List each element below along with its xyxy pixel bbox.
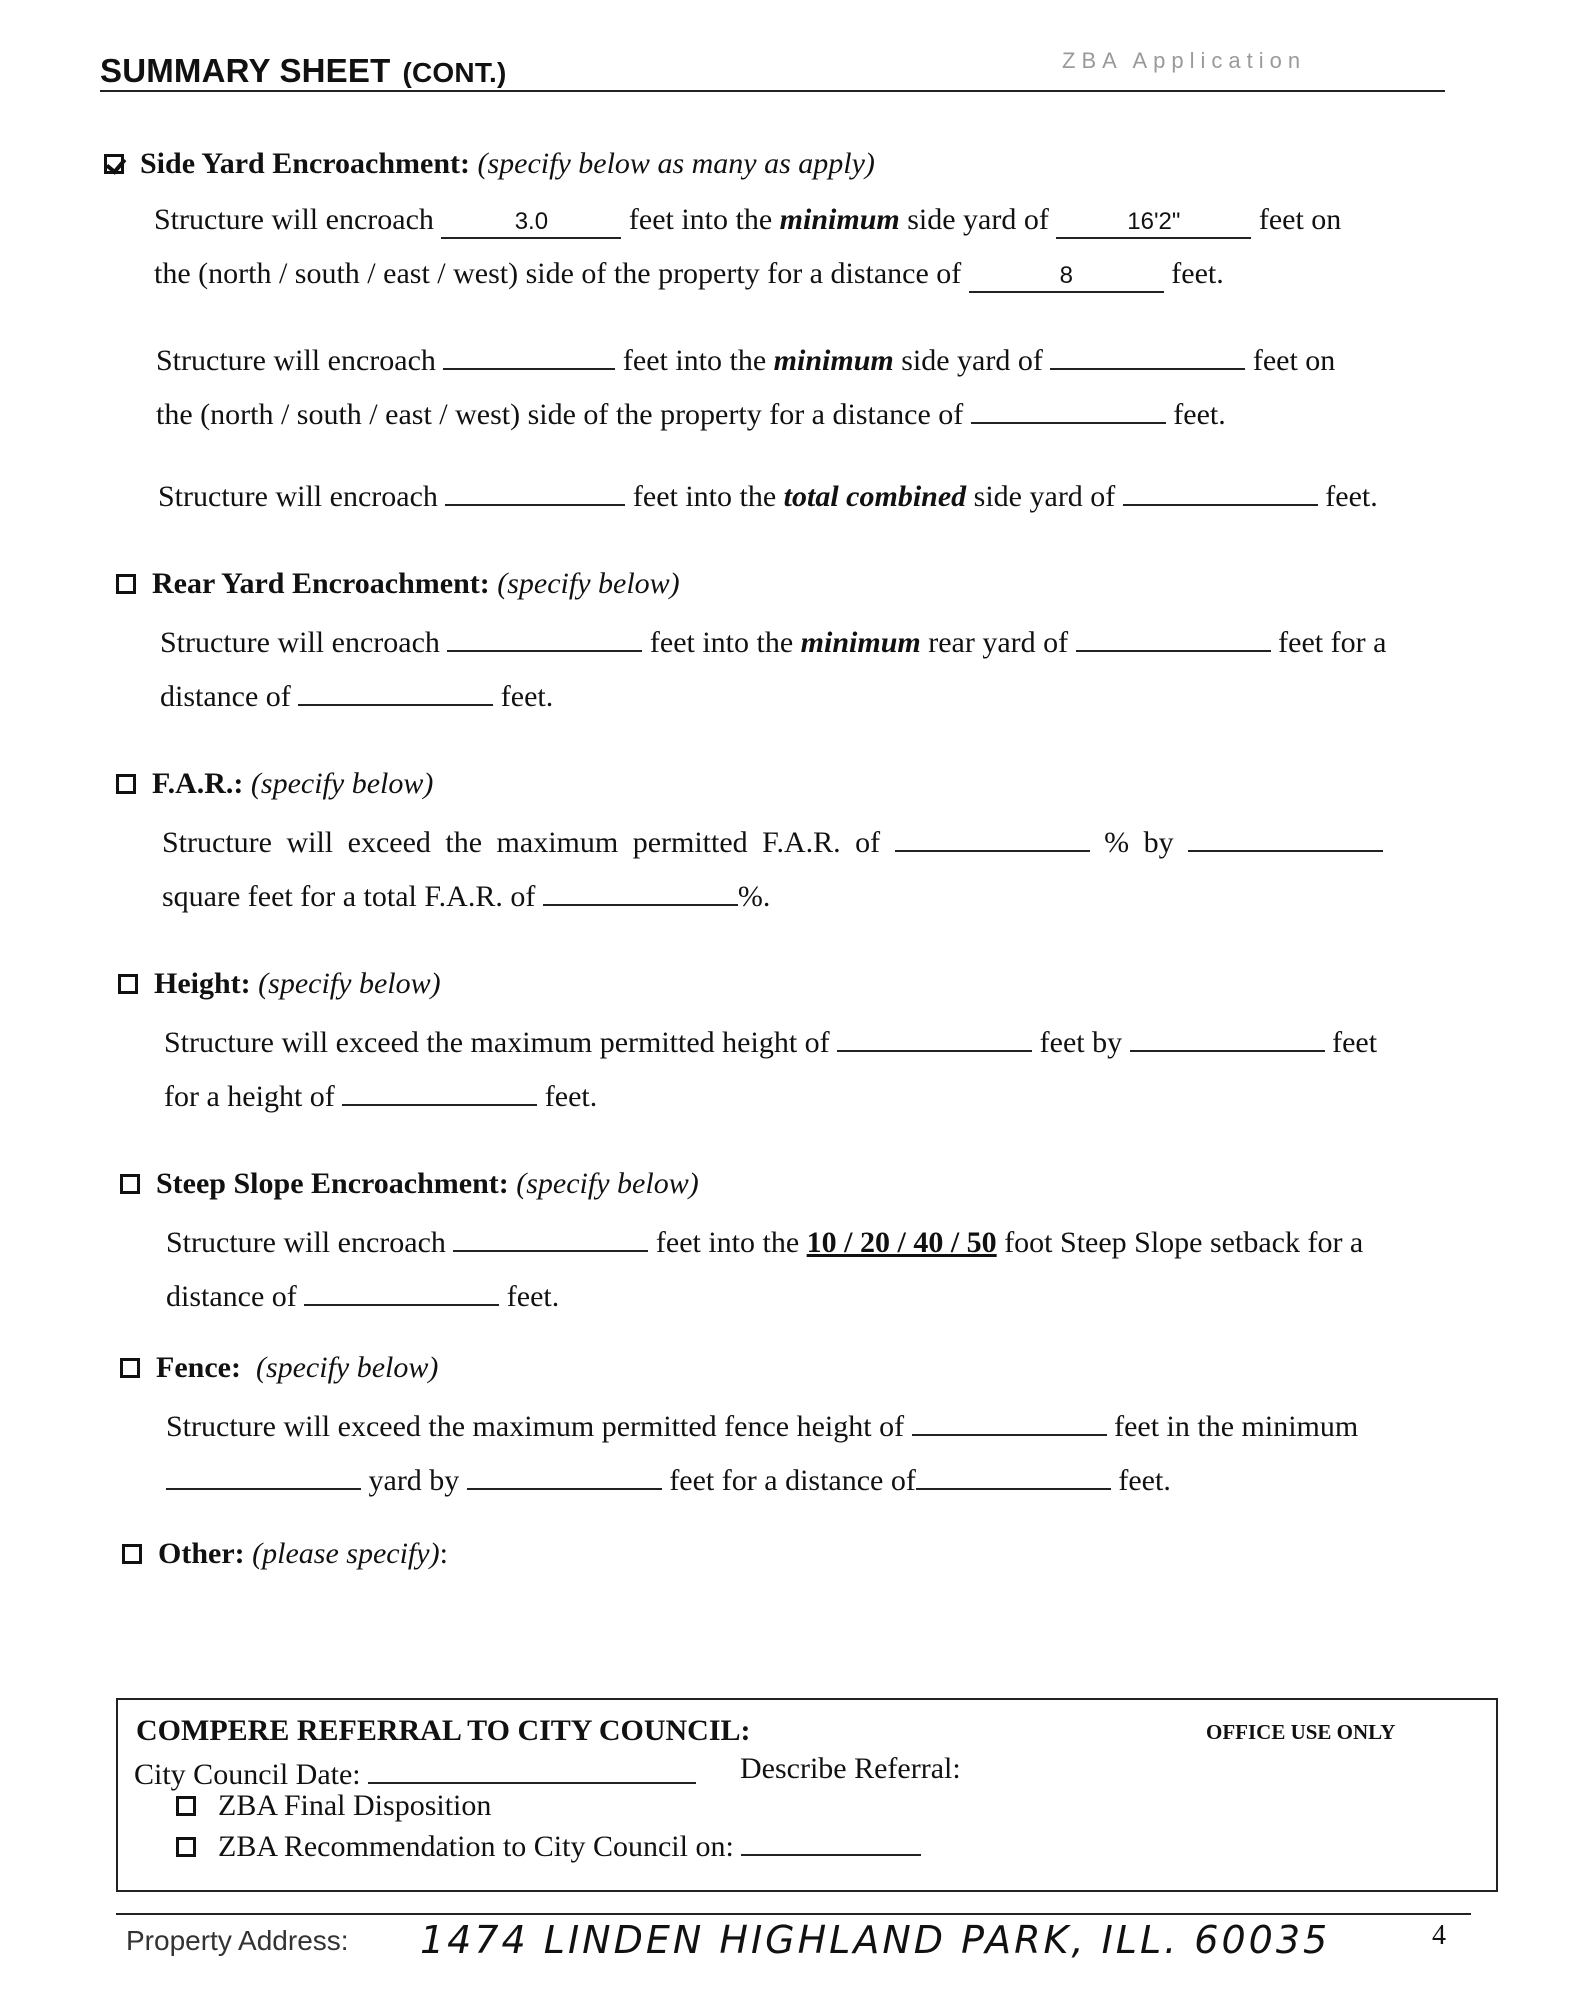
fence-checkbox[interactable] [120,1358,140,1378]
page-title: SUMMARY SHEET (CONT.) [100,52,507,89]
steep-slope-encroach-field[interactable] [453,1220,648,1252]
side-yard-line-3: Structure will encroach feet into the minimum side yard of feet on [156,338,1335,379]
height-maximum-field[interactable] [837,1020,1032,1052]
far-checkbox[interactable] [116,774,136,794]
rear-yard-encroach-field[interactable] [447,620,642,652]
far-line-2: square feet for a total F.A.R. of %. [162,874,770,915]
zba-recommendation-checkbox[interactable] [176,1837,196,1857]
side-yard-distance-1-field[interactable]: 8 [969,261,1164,293]
height-line-2: for a height of feet. [164,1074,597,1115]
office-option-2: ZBA Recommendation to City Council on: [176,1824,921,1865]
fence-line-2: yard by feet for a distance of feet. [166,1458,1171,1499]
steep-slope-distance-field[interactable] [304,1274,499,1306]
far-maximum-field[interactable] [895,820,1090,852]
side-yard-encroach-1-field[interactable]: 3.0 [441,207,621,239]
fence-distance-field[interactable] [916,1458,1111,1490]
steep-slope-checkbox[interactable] [120,1174,140,1194]
side-yard-encroach-2-field[interactable] [443,338,615,370]
office-use-label: OFFICE USE ONLY [1206,1720,1396,1744]
side-yard-combined-field[interactable] [1123,474,1318,506]
header-stamp: ZBA Application [1062,48,1307,73]
height-checkbox[interactable] [118,974,138,994]
side-yard-checkbox[interactable] [104,154,124,174]
steep-slope-line-1: Structure will encroach feet into the 10 / 20 / 40 / 50 foot Steep Slope setback for a [166,1220,1363,1261]
fence-maximum-field[interactable] [912,1404,1107,1436]
zba-final-disposition-checkbox[interactable] [176,1796,196,1816]
steep-slope-line-2: distance of feet. [166,1274,559,1315]
header-rule [100,90,1445,92]
side-yard-line-1: Structure will encroach 3.0 feet into the minimum side yard of 16'2" feet on [154,202,1341,239]
fence-yard-field[interactable] [166,1458,361,1490]
rear-yard-line-2: distance of feet. [160,674,553,715]
side-yard-line-5: Structure will encroach feet into the total combined side yard of feet. [158,474,1378,515]
side-yard-heading: Side Yard Encroachment: (specify below as many as apply) [104,146,875,182]
steep-slope-heading: Steep Slope Encroachment: (specify below) [120,1166,699,1202]
office-option-1: ZBA Final Disposition [176,1788,491,1824]
other-heading: Other: (please specify): [122,1536,448,1572]
rear-yard-heading: Rear Yard Encroachment: (specify below) [116,566,680,602]
property-address-value: 1474 LINDEN HIGHLAND PARK, ILL. 60035 [420,1918,1331,1962]
height-line-1: Structure will exceed the maximum permitted height of feet by feet [164,1020,1377,1061]
height-by-field[interactable] [1130,1020,1325,1052]
far-heading: F.A.R.: (specify below) [116,766,433,802]
side-yard-distance-2-field[interactable] [971,392,1166,424]
page-title-suffix: (CONT.) [402,57,507,88]
height-heading: Height: (specify below) [118,966,441,1002]
rear-yard-minimum-field[interactable] [1076,620,1271,652]
zba-recommendation-date-field[interactable] [741,1824,921,1856]
far-by-field[interactable] [1188,820,1383,852]
describe-referral-label: Describe Referral: [740,1752,961,1785]
page-number: 4 [1432,1920,1446,1951]
office-title: COMPERE REFERRAL TO CITY COUNCIL: [136,1714,751,1747]
rear-yard-distance-field[interactable] [298,674,493,706]
office-council-date-line: City Council Date: [134,1752,696,1793]
rear-yard-checkbox[interactable] [116,574,136,594]
steep-slope-options[interactable]: 10 / 20 / 40 / 50 [806,1226,997,1259]
fence-heading: Fence: (specify below) [120,1350,438,1386]
other-checkbox[interactable] [122,1544,142,1564]
side-yard-minimum-1-field[interactable]: 16'2" [1056,207,1251,239]
property-address-label: Property Address: [126,1925,349,1956]
fence-by-field[interactable] [467,1458,662,1490]
rear-yard-line-1: Structure will encroach feet into the minimum rear yard of feet for a [160,620,1386,661]
far-total-field[interactable] [543,874,738,906]
council-date-field[interactable] [368,1752,696,1784]
height-total-field[interactable] [342,1074,537,1106]
fence-line-1: Structure will exceed the maximum permitted fence height of feet in the minimum [166,1404,1358,1445]
footer-rule [116,1913,1471,1915]
side-yard-line-2: the (north / south / east / west) side of the property for a distance of 8 feet. [154,256,1224,293]
side-yard-encroach-3-field[interactable] [445,474,625,506]
side-yard-minimum-2-field[interactable] [1050,338,1245,370]
far-line-1: Structure will exceed the maximum permitted F.A.R. of % by [162,820,1383,861]
side-yard-line-4: the (north / south / east / west) side of the property for a distance of feet. [156,392,1226,433]
